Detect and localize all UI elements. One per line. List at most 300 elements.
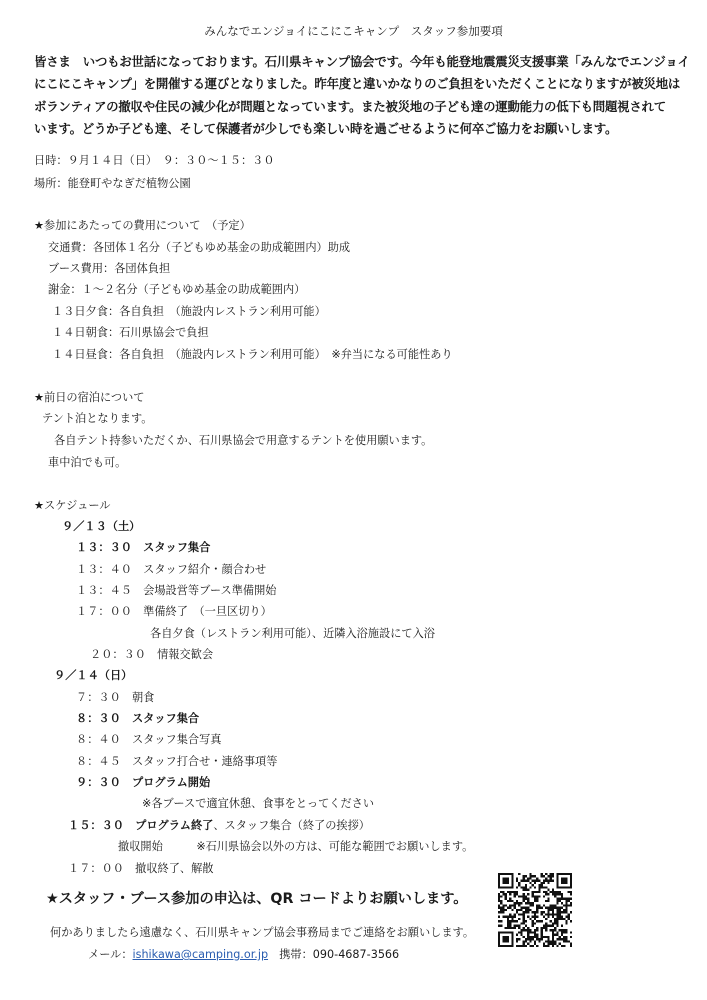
qr-module [534, 929, 536, 931]
schedule-item [68, 819, 370, 833]
qr-module [565, 904, 567, 906]
qr-module [565, 938, 567, 940]
qr-module [527, 907, 529, 909]
qr-module [554, 893, 556, 895]
intro-line: にこにこキャンプ」を開催する運びとなりました。昨年度と違いかなりのご負担をいただくことになりますが被災地は [34, 76, 681, 92]
qr-module [538, 889, 540, 891]
qr-module [532, 945, 534, 947]
qr-module [565, 922, 567, 924]
qr-module [547, 940, 549, 942]
qr-module [498, 920, 500, 922]
qr-module [518, 895, 520, 897]
qr-module [565, 916, 567, 918]
qr-module [536, 891, 538, 893]
qr-module [507, 927, 509, 929]
qr-module [538, 904, 540, 906]
qr-module [552, 931, 554, 933]
qr-module [547, 882, 549, 884]
qr-module [556, 925, 558, 927]
qr-module [525, 898, 527, 900]
qr-module [500, 920, 502, 922]
qr-module [527, 877, 529, 879]
qr-module [523, 880, 525, 882]
qr-module [561, 907, 563, 909]
qr-module [538, 907, 540, 909]
qr-module [509, 916, 511, 918]
qr-module [527, 929, 529, 931]
qr-module [538, 891, 540, 893]
qr-module [545, 925, 547, 927]
qr-module [498, 898, 500, 900]
qr-module [505, 927, 507, 929]
qr-module [545, 918, 547, 920]
qr-module [532, 925, 534, 927]
qr-module [511, 909, 513, 911]
qr-module [538, 938, 540, 940]
qr-module [520, 922, 522, 924]
qr-module [525, 909, 527, 911]
qr-module [563, 940, 565, 942]
qr-module [532, 936, 534, 938]
qr-module [552, 909, 554, 911]
qr-module [570, 902, 572, 904]
intro-line: います。どうか子ども達、そして保護者が少しでも楽しい時を過ごせるように何卒ご協力をお願いします。 [34, 120, 618, 136]
date-line: 日時：９月１４日（日） ９：３０～１５：３０ [34, 154, 275, 167]
qr-module [556, 900, 558, 902]
qr-module [547, 911, 549, 913]
qr-module [552, 880, 554, 882]
qr-module [541, 884, 543, 886]
phone-line: 携帯：090-4687-3566 [268, 948, 400, 961]
qr-module [568, 913, 570, 915]
qr-module [556, 913, 558, 915]
qr-module [498, 893, 500, 895]
qr-module [565, 931, 567, 933]
qr-module [550, 909, 552, 911]
qr-module [498, 895, 500, 897]
qr-module [559, 918, 561, 920]
qr-module [554, 920, 556, 922]
qr-module [509, 920, 511, 922]
qr-module [559, 893, 561, 895]
qr-module [554, 891, 556, 893]
qr-module [561, 931, 563, 933]
qr-module [502, 916, 504, 918]
qr-module [514, 913, 516, 915]
schedule-note: 各自夕食（レストラン利用可能）、近隣入浴施設にて入浴 [150, 627, 435, 640]
qr-module [529, 877, 531, 879]
schedule-item: ７：３０ 朝食 [76, 691, 155, 704]
qr-module [570, 893, 572, 895]
qr-module [536, 909, 538, 911]
qr-module [550, 940, 552, 942]
qr-module [532, 904, 534, 906]
qr-module [502, 909, 504, 911]
qr-module [561, 925, 563, 927]
qr-module [505, 904, 507, 906]
qr-module [550, 891, 552, 893]
cost-item: １４日昼食：各自負担 （施設内レストラン利用可能） ※弁当になる可能性あり [52, 348, 453, 361]
qr-module [516, 934, 518, 936]
qr-module [543, 880, 545, 882]
qr-module [514, 891, 516, 893]
qr-module [543, 886, 545, 888]
qr-module [527, 898, 529, 900]
qr-module [534, 895, 536, 897]
qr-module [543, 911, 545, 913]
qr-module [534, 918, 536, 920]
qr-module [547, 900, 549, 902]
qr-module [520, 907, 522, 909]
qr-module [534, 898, 536, 900]
qr-module [547, 916, 549, 918]
qr-module [527, 943, 529, 945]
qr-module [509, 927, 511, 929]
qr-module [556, 907, 558, 909]
qr-module [559, 909, 561, 911]
qr-module [561, 911, 563, 913]
qr-module [547, 936, 549, 938]
qr-module [545, 877, 547, 879]
qr-module [514, 907, 516, 909]
lodging-line: 車中泊でも可。 [48, 456, 127, 469]
qr-module [525, 895, 527, 897]
qr-module [520, 895, 522, 897]
qr-module [552, 934, 554, 936]
intro-paragraph [34, 51, 690, 140]
qr-module [511, 927, 513, 929]
qr-module [529, 918, 531, 920]
qr-module [565, 900, 567, 902]
qr-module [516, 877, 518, 879]
qr-module [565, 920, 567, 922]
qr-module [554, 913, 556, 915]
lodging-heading: ★前日の宿泊について [34, 391, 145, 404]
qr-module [523, 900, 525, 902]
qr-module [532, 938, 534, 940]
qr-module [532, 931, 534, 933]
qr-module [545, 893, 547, 895]
cost-item: ブース費用：各団体負担 [48, 262, 171, 275]
schedule-item-time: １５：３０ プログラム終了 [68, 819, 214, 832]
qr-module [556, 898, 558, 900]
qr-module [523, 893, 525, 895]
qr-module [532, 922, 534, 924]
qr-module [550, 873, 552, 875]
qr-module [563, 938, 565, 940]
qr-module [556, 945, 558, 947]
qr-module [529, 904, 531, 906]
qr-module [525, 911, 527, 913]
qr-module [511, 904, 513, 906]
qr-module [529, 875, 531, 877]
qr-module [545, 940, 547, 942]
qr-module [534, 875, 536, 877]
qr-module [534, 913, 536, 915]
qr-module [507, 922, 509, 924]
qr-module [543, 875, 545, 877]
qr-module [556, 938, 558, 940]
qr-module [565, 898, 567, 900]
qr-module [554, 918, 556, 920]
qr-module [516, 886, 518, 888]
qr-module [545, 880, 547, 882]
qr-module [500, 909, 502, 911]
qr-module [550, 929, 552, 931]
qr-module [516, 938, 518, 940]
qr-module [541, 927, 543, 929]
qr-module [534, 934, 536, 936]
qr-module [538, 940, 540, 942]
qr-module [509, 893, 511, 895]
qr-module [554, 943, 556, 945]
qr-module [520, 880, 522, 882]
qr-module [498, 907, 500, 909]
qr-module [543, 904, 545, 906]
qr-module [516, 880, 518, 882]
qr-module [525, 938, 527, 940]
qr-module [509, 900, 511, 902]
qr-module [523, 918, 525, 920]
qr-module [547, 938, 549, 940]
qr-module [518, 884, 520, 886]
qr-module [518, 909, 520, 911]
cost-item: 謝金：１～２名分（子どもゆめ基金の助成範囲内） [48, 283, 306, 296]
qr-module [518, 882, 520, 884]
qr-module [518, 873, 520, 875]
contact-details [88, 948, 399, 962]
qr-module [550, 925, 552, 927]
qr-module [554, 929, 556, 931]
qr-module [545, 913, 547, 915]
qr-module [568, 900, 570, 902]
qr-module [527, 911, 529, 913]
qr-module [536, 920, 538, 922]
qr-module [550, 920, 552, 922]
qr-module [534, 900, 536, 902]
qr-module [511, 891, 513, 893]
qr-module [552, 940, 554, 942]
qr-module [559, 936, 561, 938]
schedule-item: １７：００ 撤収終了、解散 [68, 862, 214, 875]
qr-module [529, 886, 531, 888]
qr-module [561, 938, 563, 940]
qr-module [556, 920, 558, 922]
qr-module [534, 943, 536, 945]
qr-module [554, 907, 556, 909]
qr-module [563, 931, 565, 933]
qr-module [534, 886, 536, 888]
qr-module [541, 875, 543, 877]
qr-module [543, 936, 545, 938]
qr-module [536, 934, 538, 936]
schedule-note: ※各ブースで適宜休憩、食事をとってください [142, 797, 375, 810]
qr-module [550, 907, 552, 909]
qr-module [520, 931, 522, 933]
qr-module [568, 898, 570, 900]
qr-module [529, 909, 531, 911]
qr-module [525, 889, 527, 891]
qr-module [500, 902, 502, 904]
qr-module [511, 900, 513, 902]
qr-module [545, 945, 547, 947]
qr-module [516, 940, 518, 942]
qr-module [516, 891, 518, 893]
qr-module [525, 902, 527, 904]
qr-module [518, 904, 520, 906]
qr-module [543, 927, 545, 929]
qr-module [525, 880, 527, 882]
qr-module [554, 904, 556, 906]
qr-module [565, 940, 567, 942]
qr-module [559, 943, 561, 945]
qr-module [552, 936, 554, 938]
qr-module [561, 895, 563, 897]
qr-module [523, 889, 525, 891]
qr-module [543, 882, 545, 884]
qr-module [547, 893, 549, 895]
qr-module [536, 900, 538, 902]
qr-module [543, 925, 545, 927]
qr-module [545, 936, 547, 938]
qr-module [520, 929, 522, 931]
qr-module [507, 891, 509, 893]
qr-module [527, 900, 529, 902]
qr-module [523, 911, 525, 913]
qr-module [527, 934, 529, 936]
qr-module [527, 931, 529, 933]
qr-module [554, 927, 556, 929]
qr-module [541, 886, 543, 888]
schedule-item: ８：４５ スタッフ打合せ・連絡事項等 [76, 755, 278, 768]
qr-module [502, 891, 504, 893]
qr-module [563, 936, 565, 938]
qr-module [509, 913, 511, 915]
qr-module [507, 925, 509, 927]
qr-module [543, 895, 545, 897]
qr-module [543, 891, 545, 893]
qr-module [570, 891, 572, 893]
qr-module [552, 889, 554, 891]
qr-module [561, 934, 563, 936]
qr-code[interactable] [498, 873, 572, 947]
qr-module [529, 882, 531, 884]
qr-module [559, 929, 561, 931]
qr-module [532, 902, 534, 904]
qr-module [536, 938, 538, 940]
qr-module [498, 916, 500, 918]
qr-module [514, 902, 516, 904]
qr-module [556, 902, 558, 904]
qr-module [536, 927, 538, 929]
qr-module [520, 934, 522, 936]
qr-module [552, 925, 554, 927]
qr-module [561, 916, 563, 918]
qr-module [550, 943, 552, 945]
qr-module [554, 940, 556, 942]
qr-module [541, 920, 543, 922]
qr-module [534, 922, 536, 924]
cost-item: 交通費：各団体１名分（子どもゆめ基金の助成範囲内）助成 [48, 241, 351, 254]
schedule-item: １３：４０ スタッフ紹介・顔合わせ [76, 563, 267, 576]
qr-module [556, 931, 558, 933]
qr-module [523, 875, 525, 877]
mail-label: メール： [88, 948, 133, 961]
qr-module [538, 880, 540, 882]
qr-module [523, 922, 525, 924]
qr-module [518, 913, 520, 915]
intro-line: ボランティアの撤収や住民の減少化が問題となっています。また被災地の子ども達の運動能力の低下も問題視されて [34, 98, 666, 114]
qr-module [507, 900, 509, 902]
qr-module [536, 898, 538, 900]
qr-module [529, 945, 531, 947]
qr-module [536, 880, 538, 882]
qr-module [568, 940, 570, 942]
qr-module [565, 929, 567, 931]
qr-module [541, 873, 543, 875]
qr-module [570, 920, 572, 922]
qr-module [532, 911, 534, 913]
qr-module [532, 893, 534, 895]
qr-module [509, 922, 511, 924]
qr-module [552, 891, 554, 893]
qr-module [527, 916, 529, 918]
qr-module [536, 907, 538, 909]
qr-module [532, 916, 534, 918]
qr-module [556, 918, 558, 920]
qr-module [563, 918, 565, 920]
qr-module [545, 907, 547, 909]
qr-module [554, 895, 556, 897]
qr-module [552, 945, 554, 947]
qr-module [570, 898, 572, 900]
qr-module [507, 916, 509, 918]
qr-module [556, 911, 558, 913]
qr-module [505, 898, 507, 900]
qr-module [534, 880, 536, 882]
qr-module [498, 904, 500, 906]
qr-module [525, 884, 527, 886]
cost-item: １４日朝食：石川県協会で負担 [52, 326, 209, 339]
qr-module [525, 940, 527, 942]
qr-module [547, 945, 549, 947]
qr-module [541, 938, 543, 940]
qr-module [552, 938, 554, 940]
cost-heading: ★参加にあたっての費用について （予定） [34, 219, 251, 232]
qr-module [570, 931, 572, 933]
qr-module [532, 880, 534, 882]
qr-module [534, 891, 536, 893]
qr-module [523, 927, 525, 929]
qr-module [507, 907, 509, 909]
qr-module [536, 895, 538, 897]
qr-module [534, 940, 536, 942]
qr-module [527, 936, 529, 938]
qr-module [570, 904, 572, 906]
qr-module [514, 927, 516, 929]
qr-module [509, 925, 511, 927]
qr-module [514, 893, 516, 895]
qr-module [536, 877, 538, 879]
qr-module [520, 886, 522, 888]
qr-module [527, 909, 529, 911]
qr-module [500, 907, 502, 909]
qr-module [520, 909, 522, 911]
qr-module [536, 911, 538, 913]
mail-link[interactable]: ishikawa@camping.or.jp [132, 948, 269, 961]
qr-module [509, 907, 511, 909]
qr-module [543, 916, 545, 918]
